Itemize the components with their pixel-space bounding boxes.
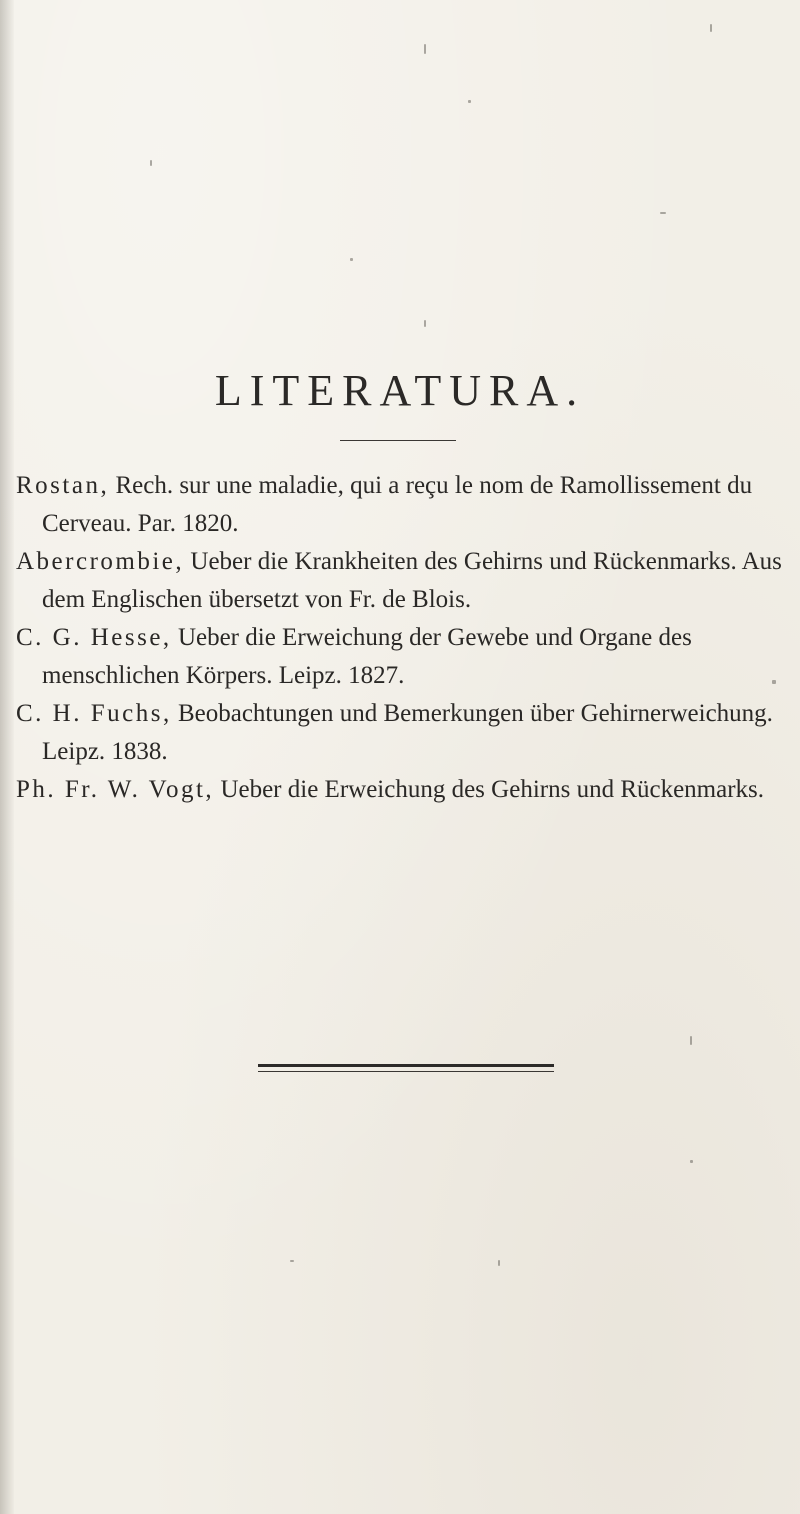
entry-text: Ueber die Erweichung der Gewebe und Organe des menschlichen Körpers. Leipz. 1827.: [42, 624, 692, 689]
paper-speck: [424, 320, 426, 327]
entry-author: C. G. Hesse,: [16, 624, 172, 651]
paper-speck: [690, 1036, 692, 1045]
closing-rule-thick: [258, 1064, 554, 1067]
paper-speck: [290, 1260, 294, 1262]
page-title: LITERATURA.: [214, 366, 586, 416]
paper-speck: [498, 1260, 500, 1266]
paper-speck: [424, 44, 426, 54]
bibliography-entry: [16, 619, 796, 695]
closing-rule-thin: [258, 1071, 554, 1072]
bibliography-list: [16, 467, 796, 809]
entry-author: C. H. Fuchs,: [16, 700, 172, 727]
paper-speck: [150, 160, 152, 166]
title-divider: [340, 440, 456, 441]
bibliography-entry: [16, 771, 796, 809]
entry-author: Ph. Fr. W. Vogt,: [16, 776, 215, 803]
entry-author: Abercrombie,: [16, 548, 185, 575]
bibliography-entry: [16, 543, 796, 619]
bibliography-entry: [16, 467, 796, 543]
paper-speck: [468, 100, 471, 103]
paper-speck: [350, 258, 353, 261]
entry-text: Ueber die Krankheiten des Gehirns und Rückenmarks. Aus dem Englischen übersetzt von Fr. de Blois.: [42, 548, 782, 613]
entry-text: Ueber die Erweichung des Gehirns und Rückenmarks.: [214, 776, 765, 803]
paper-speck: [690, 1160, 693, 1163]
binding-edge: [0, 0, 14, 1514]
entry-text: Beobachtungen und Bemerkungen über Gehirnerweichung. Leipz. 1838.: [42, 700, 773, 765]
bibliography-entry: [16, 695, 796, 771]
entry-text: Rech. sur une maladie, qui a reçu le nom de Ramollissement du Cerveau. Par. 1820.: [42, 472, 753, 537]
paper-speck: [660, 212, 666, 214]
paper-speck: [710, 24, 712, 32]
entry-author: Rostan,: [16, 472, 110, 499]
